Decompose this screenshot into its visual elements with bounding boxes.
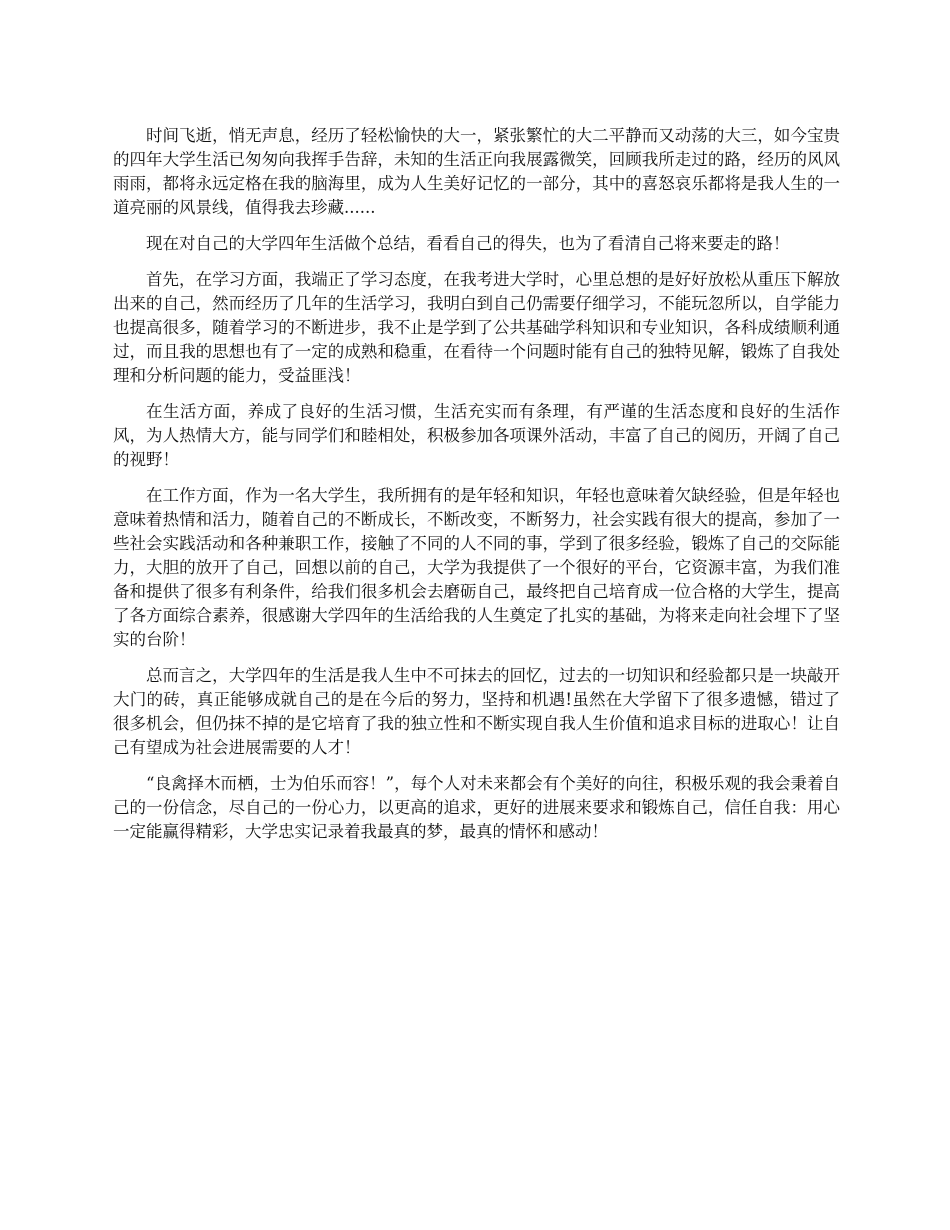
- document-body: [113, 124, 840, 856]
- paragraph-study: 首先，在学习方面，我端正了学习态度，在我考进大学时，心里总想的是好好放松从重压下解放出来的自己，然而经历了几年的生活学习，我明白到自己仍需要仔细学习，不能玩忽所以，自学能力也提高很多，随着学习的不断进步，我不止是学到了公共基础学科知识和专业知识，各科成绩顺利通过，而且我的思想也有了一定的成熟和稳重，在看待一个问题时能有自己的独特见解，锻炼了自我处理和分析问题的能力，受益匪浅！: [113, 270, 840, 385]
- paragraph-closing: “良禽择木而栖，士为伯乐而容！”，每个人对未来都会有个美好的向往，积极乐观的我会秉着自己的一份信念，尽自己的一份心力，以更高的追求，更好的进展来要求和锻炼自己，信任自我：用心一定能赢得精彩，大学忠实记录着我最真的梦，最真的情怀和感动！: [113, 774, 840, 841]
- paragraph-work: 在工作方面，作为一名大学生，我所拥有的是年轻和知识，年轻也意味着欠缺经验，但是年轻也意味着热情和活力，随着自己的不断成长，不断改变，不断努力，社会实践有很大的提高，参加了一些社会实践活动和各种兼职工作，接触了不同的人不同的事，学到了很多经验，锻炼了自己的交际能力，大胆的放开了自己，回想以前的自己，大学为我提供了一个很好的平台，它资源丰富，为我们准备和提供了很多有利条件，给我们很多机会去磨砺自己，最终把自己培育成一位合格的大学生，提高了各方面综合素养，很感谢大学四年的生活给我的人生奠定了扎实的基础，为将来走向社会埋下了坚实的台阶！: [113, 486, 840, 649]
- paragraph-conclusion: 总而言之，大学四年的生活是我人生中不可抹去的回忆，过去的一切知识和经验都只是一块敲开大门的砖，真正能够成就自己的是在今后的努力，坚持和机遇!虽然在大学留下了很多遗憾，错过了很多机会，但仍抹不掉的是它培育了我的独立性和不断实现自我人生价值和追求目标的进取心！让自己有望成为社会进展需要的人才！: [113, 666, 840, 757]
- paragraph-life: 在生活方面，养成了良好的生活习惯，生活充实而有条理，有严谨的生活态度和良好的生活作风，为人热情大方，能与同学们和睦相处，积极参加各项课外活动，丰富了自己的阅历，开阔了自己的视野！: [113, 402, 840, 469]
- paragraph-intro: 时间飞逝，悄无声息，经历了轻松愉快的大一，紧张繁忙的大二平静而又动荡的大三，如今宝贵的四年大学生活已匆匆向我挥手告辞，未知的生活正向我展露微笑，回顾我所走过的路，经历的风风雨雨，都将永远定格在我的脑海里，成为人生美好记忆的一部分，其中的喜怒哀乐都将是我人生的一道亮丽的风景线，值得我去珍藏......: [113, 126, 840, 217]
- paragraph-summary-purpose: 现在对自己的大学四年生活做个总结，看看自己的得失，也为了看清自己将来要走的路！: [146, 234, 790, 253]
